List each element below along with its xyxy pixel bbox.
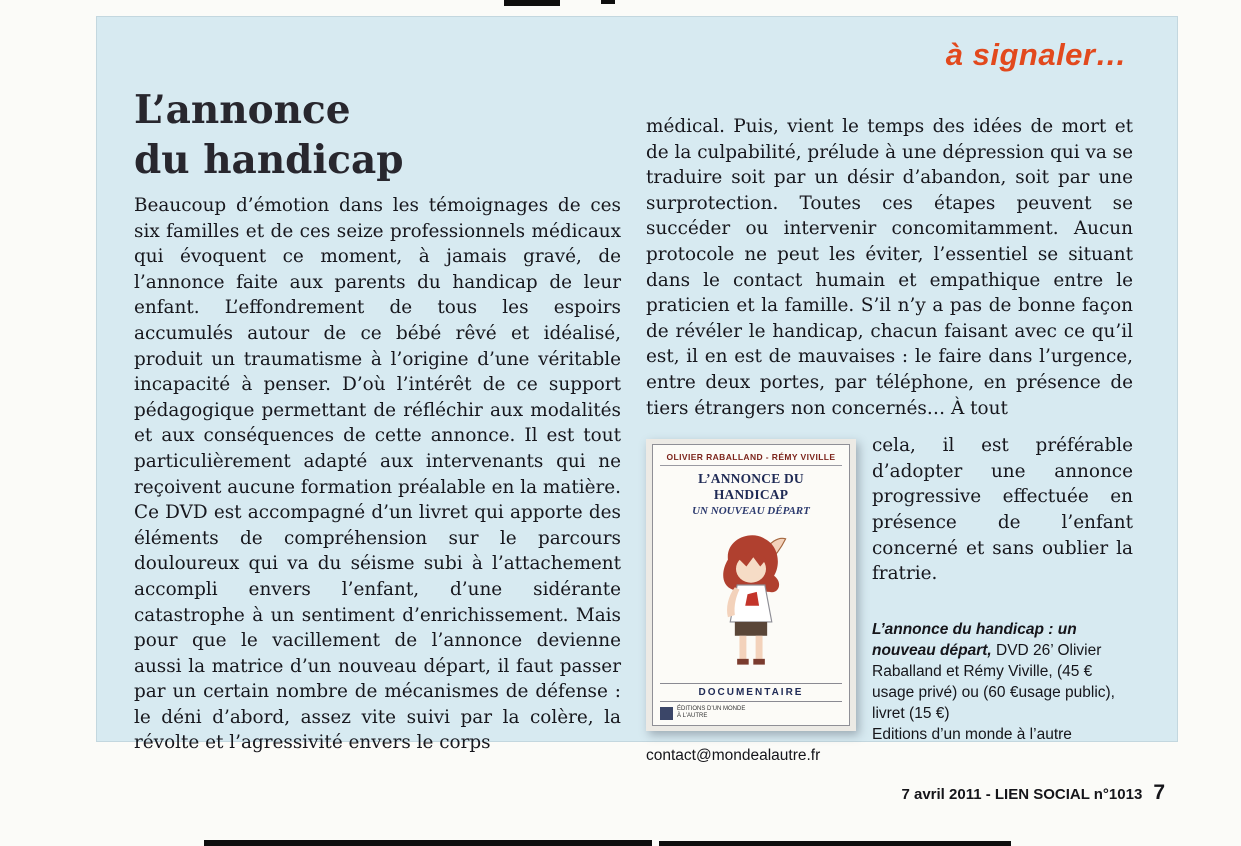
scan-artifact (204, 840, 652, 846)
dvd-genre-banner: DOCUMENTAIRE (660, 683, 842, 702)
dvd-publisher-name: ÉDITIONS D’UN MONDE À L’AUTRE (677, 706, 746, 720)
section-header: à signaler… (945, 37, 1127, 72)
footer-page-number: 7 (1153, 781, 1165, 804)
article-panel (96, 16, 1178, 764)
article-paragraph-right-wrapped: cela, il est préférable d’adopter une annonce progressive effectuée en présence de l’enfant concerné et sans oublier la fratrie. (872, 435, 1133, 585)
scan-artifact (659, 841, 1011, 846)
contact-email: contact@mondealautre.fr (646, 746, 821, 764)
dvd-publisher-block (660, 706, 842, 720)
girl-illustration (660, 517, 842, 683)
article-title (134, 85, 404, 185)
article-column-left (134, 193, 621, 756)
scan-artifact (504, 0, 560, 6)
dvd-wrap-block (646, 433, 1133, 766)
dvd-subtitle: UN NOUVEAU DÉPART (692, 505, 810, 518)
article-title-line1: L’annonce (134, 87, 351, 133)
article-column-right (646, 114, 1133, 766)
caption-publisher: Editions d’un monde à l’autre (872, 725, 1072, 743)
publisher-logo-icon (660, 707, 673, 720)
caption-title: L’annonce du handicap : un nouveau départ, (872, 620, 1077, 659)
article-paragraph-left: Beaucoup d’émotion dans les témoignages de ces six familles et de ces seize professionnels médicaux qui évoquent ce moment, à jamais gravé, de l’annonce faite aux parents du handicap de leur enfant. L’effondrement de tous les espoirs accumulés autour de ce bébé rêvé et idéalisé, produit un traumatisme à l’origine d’une véritable incapacité à penser. D’où l’intérêt de ce support pédagogique permettant de réfléchir aux modalités et aux conséquences de cette annonce. Il est tout particulièrement adapté aux intervenants qui ne reçoivent aucune formation préalable en la matière. Ce DVD est accompagné d’un livret qui apporte des éléments de compréhension sur le parcours douloureux qui va du séisme subi à l’attachement accompli envers l’enfant, d’une sidérante catastrophe à un sentiment d’enrichissement. Mais pour que le vacillement de l’annonce devienne aussi la matrice d’un nouveau départ, il faut passer par un certain nombre de mécanismes de défense : le déni d’abord, assez vite suivi par la colère, la révolte et l’agressivité envers le corps (134, 195, 621, 754)
article-paragraph-right-top: médical. Puis, vient le temps des idées de mort et de la culpabilité, prélude à une dépression qui va se traduire soit par un désir d’abandon, soit par une surprotection. Toutes ces étapes peuvent se succéder ou intervenir concomitamment. Aucun protocole ne peut les éviter, l’essentiel se situant dans le contact humain et empathique entre le praticien et la famille. S’il n’y a pas de bonne façon de révéler le handicap, chacun faisant avec ce qu’il est, il en est de mauvaises : le faire dans l’urgence, entre deux portes, par téléphone, en présence de tiers étrangers non concernés… À tout (646, 116, 1133, 419)
page-footer (901, 781, 1165, 805)
dvd-cover-photo (646, 439, 856, 731)
article-title-line2: du handicap (134, 137, 404, 183)
dvd-cover (652, 444, 850, 726)
footer-issue-line: 7 avril 2011 - LIEN SOCIAL n°1013 (901, 786, 1143, 803)
scan-artifact (601, 0, 615, 4)
dvd-title: L’ANNONCE DU HANDICAP (698, 471, 804, 503)
dvd-authors-line: OLIVIER RABALLAND - RÉMY VIVILLE (660, 452, 842, 466)
caption-details: DVD 26’ Olivier Raballand et Rémy Viville, (45 € usage privé) ou (60 €usage public), livret (15 €) (872, 641, 1115, 722)
